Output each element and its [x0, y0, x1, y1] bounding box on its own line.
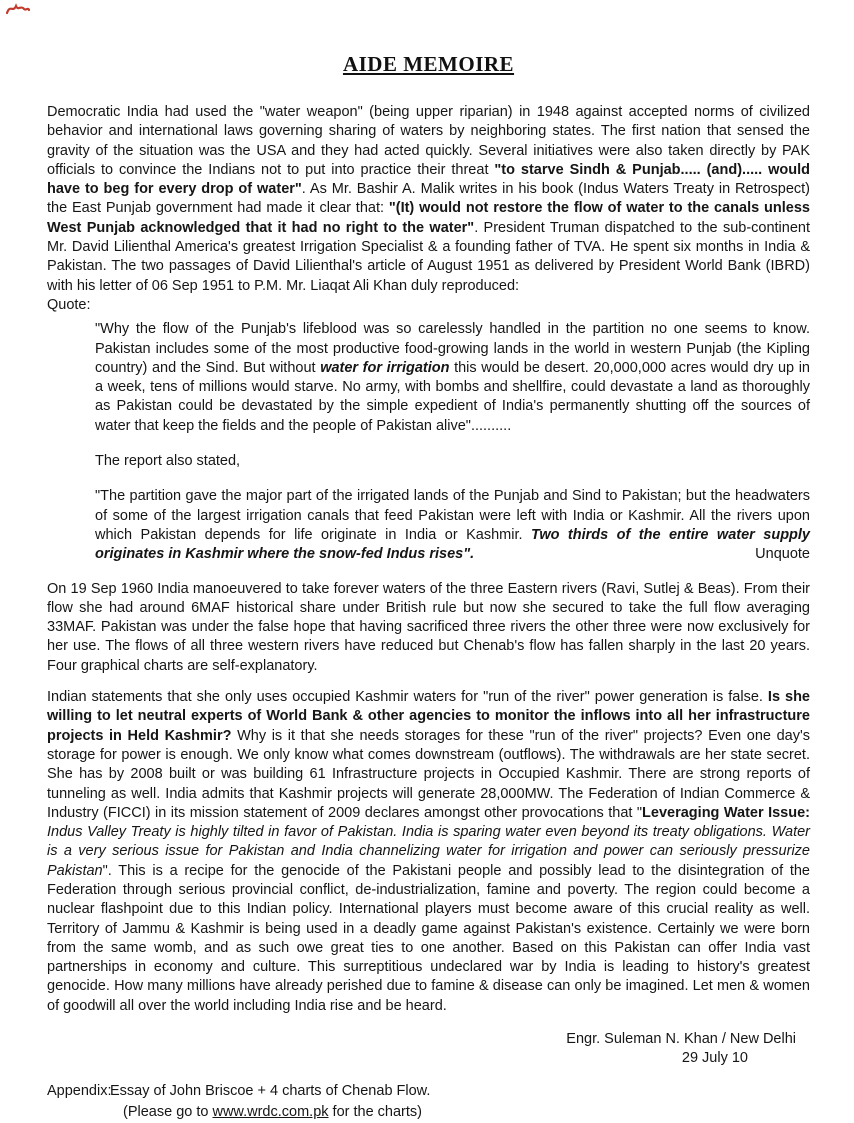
appendix-row-2 — [123, 1102, 810, 1123]
text-run: this would be desert. 20,000,000 acres would dry up in a week, tens of millions would starve. No army, with bombs and shellfire, could devastate a land as thoroughly as Pakistan could be devastated by the simple expedient of India's permanently shutting off the sources of water that keep the fields and the people of Pakistan alive".......... — [95, 359, 810, 434]
text-run: . As Mr. Bashir A. Malik writes in his book (Indus Waters Treaty in Retrospect) the East Punjab government had made it clear that: — [47, 181, 810, 217]
bold-neutral-experts-question: Is she willing to let neutral experts of World Bank & other agencies to monitor the inflows into all her infrastructure projects in Held Kashmir? — [47, 689, 811, 744]
text-run: Indian statements that she only uses occupied Kashmir waters for "run of the river" power generation is false. — [47, 689, 768, 706]
appendix-line-1: Essay of John Briscoe + 4 charts of Chenab Flow. — [110, 1082, 431, 1099]
bold-leveraging-water-issue: Leveraging Water Issue: — [642, 804, 810, 821]
wrdc-link[interactable]: www.wrdc.com.pk — [212, 1103, 329, 1120]
two-thirds-emphasis: Two thirds of the entire water supply originates in Kashmir where the snow-fed Indus rises". — [95, 526, 810, 563]
bold-threat-quote: "to starve Sindh & Punjab..... (and)..... would have to beg for every drop of water" — [47, 161, 810, 198]
text-run: ". This is a recipe for the genocide of the Pakistani people and possibly lead to the disintegration of the Federation through serious provincial conflict, de-industrialization, famine and poverty. The region could become a nuclear flashpoint due to this Indian policy. International players must become aware of this crucial reality as well. Territory of Jammu & Kashmir is being used in a deadly game against Pakistan's existence. Certainly we were born from the same womb, and as such owe great ties to one another. Based on this Pakistan can offer India vast partnerships in economy and culture. This surreptitious undeclared war by India is leading to history's greatest genocide. How many millions have already perished due to famine & disease can only be imagined. Let men & women of goodwill all over the world including India rise and be heard. — [47, 862, 810, 1014]
appendix-line-2-prefix: (Please go to — [123, 1103, 213, 1120]
text-run: . President Truman dispatched to the sub-continent Mr. David Lilienthal America's greatest Irrigation Specialist & a founding father of TVA. He spent six months in India & Pakistan. The two passages of David Lilienthal's article of August 1951 as delivered by President World Bank (IBRD) with his letter of 06 Sep 1951 to P.M. Mr. Liaqat Ali Khan duly reproduced: — [47, 219, 811, 294]
quote-label: Quote: — [47, 296, 91, 313]
opening-paragraph — [47, 103, 810, 296]
document-title: AIDE MEMOIRE — [342, 52, 515, 76]
red-pen-mark — [6, 2, 30, 15]
bold-east-punjab-quote: "(It) would not restore the flow of water to the canals unless West Punjab acknowledged that it had no right to the water" — [47, 200, 810, 236]
signature-name: Engr. Suleman N. Khan / New Delhi — [566, 1031, 796, 1048]
italic-ficci-statement: Indus Valley Treaty is highly tilted in favor of Pakistan. India is sparing water even beyond its treaty obligations. Water is a very serious issue for Pakistan and India channelizing water for irrigation and power can seriously pressurize Pakistan — [47, 824, 810, 879]
kashmir-paragraph — [47, 688, 810, 1016]
appendix-row-1 — [47, 1081, 810, 1102]
water-for-irrigation-emphasis: water for irrigation — [320, 359, 450, 376]
report-also-stated-line: The report also stated, — [95, 453, 241, 470]
unquote-label: Unquote — [755, 546, 810, 563]
appendix-label: Appendix: — [47, 1082, 112, 1099]
appendix-line-2-suffix: for the charts) — [328, 1103, 422, 1120]
signature-block — [47, 1030, 810, 1069]
rivers-paragraph: On 19 Sep 1960 India manoeuvered to take forever waters of the three Eastern rivers (Ravi, Sutlej & Beas). From their flow she had around 6MAF historical share under British rule but now she secured to take the full flow averaging 33MAF. Pakistan was under the false hope that having sacrificed three rivers the other three were now exclusively for her use. The flows of all three western rivers have reduced but Chenab's flow has fallen sharply in the last 20 years. Four graphical charts are self-explanatory. — [47, 580, 810, 674]
text-run: "The partition gave the major part of the irrigated lands of the Punjab and Sind to Pakistan; but the headwaters of some of the largest irrigation canals that feed Pakistan were left with India or Kashmir. All the rivers upon which Pakistan depends for life originate in India or Kashmir. — [95, 488, 810, 543]
appendix-block — [47, 1081, 810, 1123]
text-run: "Why the flow of the Punjab's lifeblood was so carelessly handled in the partition no one seems to know. Pakistan includes some of the most productive food-growing lands in the world in western Punjab (the Kipling country) and the Sind. But without — [95, 321, 810, 376]
signature-date: 29 July 10 — [681, 1050, 748, 1067]
text-run: Why is it that she needs storages for these "run of the river" projects? Even one day's storage for power is enough. We only know what comes downstream (outflows). The withdrawals are her state secret. She has by 2008 built or was building 61 Infrastructure projects in Occupied Kashmir. There are strong reports of tunneling as well. India admits that Kashmir projects will generate 28,000MW. The Federation of Indian Commerce & Industry (FICCI) in its mission statement of 2009 declares amongst other provocations that " — [47, 727, 811, 821]
lilienthal-quote-2 — [95, 487, 810, 564]
lilienthal-quote-1 — [95, 320, 810, 436]
text-run: Democratic India had used the "water weapon" (being upper riparian) in 1948 against accepted norms of civilized behavior and international laws governing sharing of waters by neighboring states. The first nation that sensed the gravity of the situation was the USA and they had acted quickly. Several initiatives were also taken directly by PAK officials to convince the Indians not to put into practice their threat — [47, 104, 810, 178]
